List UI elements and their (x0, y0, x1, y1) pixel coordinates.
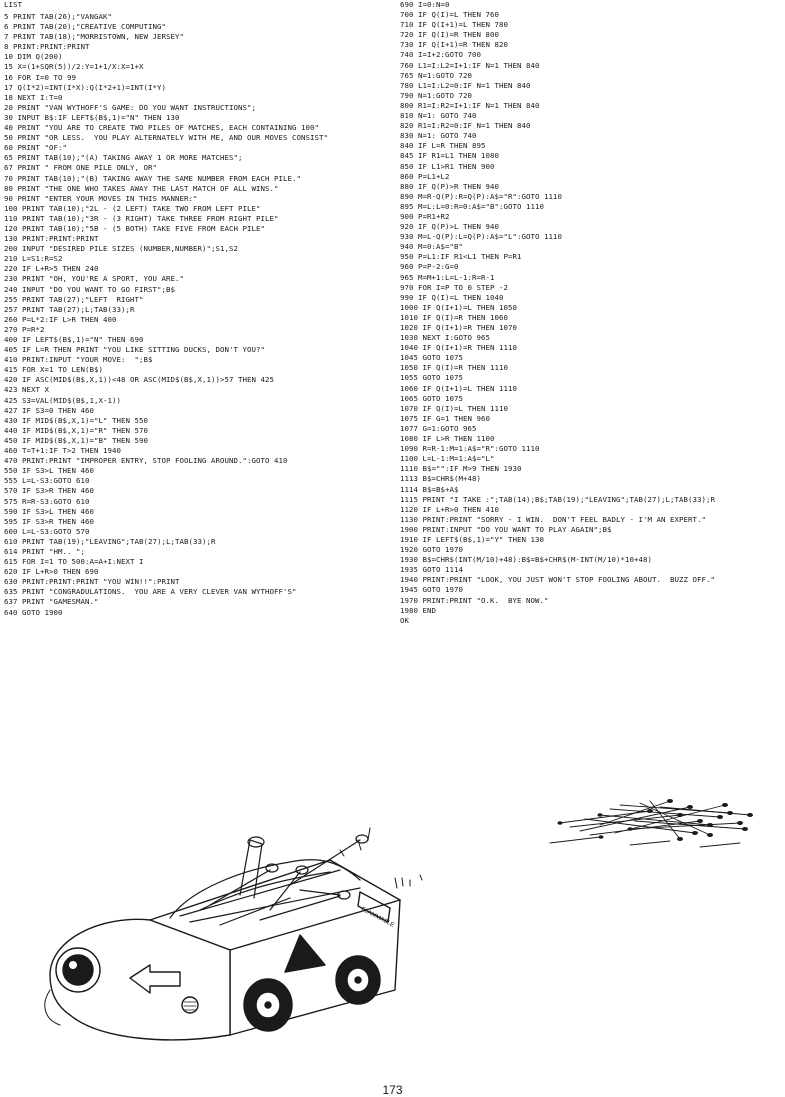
code-line: 425 S3=VAL(MID$(B$,1,X-1)) (4, 395, 121, 405)
code-line: 900 P=R1+R2 (400, 211, 450, 221)
code-line: 1940 PRINT:PRINT "LOOK, YOU JUST WON'T STOP FOOLING ABOUT. BUZZ OFF." (400, 575, 715, 585)
code-line: 760 L1=I:L2=I+1:IF N=1 THEN 840 (400, 60, 540, 70)
loose-matches (550, 835, 740, 847)
code-line: 575 R=R-S3:GOTO 610 (4, 496, 90, 506)
code-line: 790 N=1:GOTO 720 (400, 90, 472, 100)
code-line: 410 PRINT:INPUT "YOUR MOVE: ";B$ (4, 355, 153, 365)
code-line: 1935 GOTO 1114 (400, 565, 463, 575)
code-line: 230 PRINT "OH, YOU'RE A SPORT, YOU ARE." (4, 274, 184, 284)
code-line: 940 M=0:A$="B" (400, 242, 463, 252)
code-line: 270 P=R*2 (4, 324, 45, 334)
code-line: 1000 IF Q(I+1)=L THEN 1050 (400, 302, 517, 312)
code-line: 637 PRINT "GAMESMAN." (4, 597, 99, 607)
code-line: 17 Q(I*2)=INT(I*X):Q(I*2+1)=INT(I*Y) (4, 82, 166, 92)
code-line: 1100 L=L-1:M=1:A$="L" (400, 454, 495, 464)
code-line: 1070 IF Q(I)=L THEN 1110 (400, 403, 508, 413)
code-line: 1920 GOTO 1970 (400, 545, 463, 555)
code-line: 965 M=M+1:L=L-1:R=R-1 (400, 272, 495, 282)
code-line: 6 PRINT TAB(20);"CREATIVE COMPUTING" (4, 22, 166, 32)
code-line: 970 FOR I=P TO 0 STEP -2 (400, 282, 508, 292)
code-line: 850 IF L1>R1 THEN 900 (400, 161, 495, 171)
code-line: 257 PRINT TAB(27);L;TAB(33);R (4, 304, 135, 314)
code-line: 100 PRINT TAB(10);"2L - (2 LEFT) TAKE TWO FROM LEFT PILE" (4, 203, 261, 213)
code-line: 420 IF ASC(MID$(B$,X,1))<48 OR ASC(MID$(B$,X,1))>57 THEN 425 (4, 375, 274, 385)
code-line: 830 N=1: GOTO 740 (400, 131, 477, 141)
code-column-left (4, 12, 386, 618)
code-line: 765 N=1:GOTO 720 (400, 70, 472, 80)
code-line: 1077 G=1:GOTO 965 (400, 423, 477, 433)
code-line: 840 IF L=R THEN 895 (400, 141, 486, 151)
code-line: 40 PRINT "YOU ARE TO CREATE TWO PILES OF MATCHES, EACH CONTAINING 100" (4, 123, 319, 133)
code-line: 240 INPUT "DO YOU WANT TO GO FIRST";B$ (4, 284, 175, 294)
code-line: 730 IF Q(I+1)=R THEN 820 (400, 40, 508, 50)
code-line: 1010 IF Q(I)=R THEN 1060 (400, 312, 508, 322)
code-line: 450 IF MID$(B$,X,1)="B" THEN 590 (4, 435, 148, 445)
code-line: 570 IF S3>R THEN 460 (4, 486, 94, 496)
code-line: 640 GOTO 1900 (4, 607, 63, 617)
code-line: 1030 NEXT I:GOTO 965 (400, 333, 490, 343)
match-pile-illustration (540, 785, 770, 855)
code-line: 920 IF Q(P)>L THEN 940 (400, 222, 499, 232)
code-line: 820 R1=I:R2=0:IF N=1 THEN 840 (400, 121, 531, 131)
code-line: 1110 B$="":IF M>9 THEN 1930 (400, 464, 522, 474)
code-line: 600 L=L-S3:GOTO 570 (4, 526, 90, 536)
wheel-front (244, 979, 292, 1031)
code-line: 1120 IF L+R>0 THEN 410 (400, 504, 499, 514)
status-ok-prompt: OK (400, 615, 409, 625)
code-line: 1090 R=R-1:M=1:A$="R":GOTO 1110 (400, 444, 540, 454)
code-line: 1050 IF Q(I)=R THEN 1110 (400, 363, 508, 373)
code-line: 800 R1=I:R2=I+1:IF N=1 THEN 840 (400, 100, 540, 110)
code-line: 930 M=L-Q(P):L=Q(P):A$="L":GOTO 1110 (400, 232, 562, 242)
code-line: 427 IF S3=0 THEN 460 (4, 405, 94, 415)
code-line: 210 L=S1:R=S2 (4, 254, 63, 264)
code-line: 890 M=R-Q(P):R=Q(P):A$="R":GOTO 1110 (400, 191, 562, 201)
wheel-rear (336, 956, 380, 1004)
code-line: 1080 IF L>R THEN 1100 (400, 434, 495, 444)
code-line: 810 N=1: GOTO 740 (400, 111, 477, 121)
code-line: 590 IF S3>L THEN 460 (4, 506, 94, 516)
code-line: 635 PRINT "CONGRADULATIONS. YOU ARE A VERY CLEVER VAN WYTHOFF'S" (4, 587, 297, 597)
grille-icon (182, 997, 198, 1013)
code-line: 620 IF L+R>0 THEN 690 (4, 567, 99, 577)
code-line: 1900 PRINT:INPUT "DO YOU WANT TO PLAY AGAIN";B$ (400, 524, 612, 534)
code-line: 65 PRINT TAB(10);"(A) TAKING AWAY 1 OR MORE MATCHES"; (4, 153, 243, 163)
code-line: 80 PRINT "THE ONE WHO TAKES AWAY THE LAST MATCH OF ALL WINS." (4, 183, 279, 193)
code-line: 405 IF L=R THEN PRINT "YOU LIKE SITTING DUCKS, DON'T YOU?" (4, 345, 265, 355)
code-line: 1075 IF G=1 THEN 960 (400, 413, 490, 423)
code-line: 8 PRINT:PRINT:PRINT (4, 42, 90, 52)
code-line: 555 L=L-S3:GOTO 610 (4, 476, 90, 486)
code-line: 130 PRINT:PRINT:PRINT (4, 234, 99, 244)
code-line: 260 P=L*2:IF L>R THEN 400 (4, 314, 117, 324)
page-number: 173 (382, 1083, 403, 1097)
code-line: 1130 PRINT:PRINT "SORRY - I WIN. DON'T FEEL BADLY - I'M AN EXPERT." (400, 514, 706, 524)
code-line: 1930 B$=CHR$(INT(M/10)+48):B$=B$+CHR$(M-INT(M/10)*10+48) (400, 555, 652, 565)
code-line: 615 FOR I=1 TO 500:A=A+I:NEXT I (4, 557, 144, 567)
code-line: 60 PRINT "OF:" (4, 143, 67, 153)
code-line: 1020 IF Q(I+1)=R THEN 1070 (400, 323, 517, 332)
code-line: 614 PRINT "HM.. "; (4, 546, 85, 556)
code-line: 1045 GOTO 1075 (400, 353, 463, 363)
code-line: 1980 END (400, 605, 436, 615)
code-line: 1945 GOTO 1970 (400, 585, 463, 595)
code-line: 960 P=P-2:G=0 (400, 262, 459, 272)
code-line: 460 T=T+1:IF T>2 THEN 1940 (4, 446, 121, 456)
code-line: 1115 PRINT "I TAKE :";TAB(14);B$;TAB(19);"LEAVING";TAB(27);L;TAB(33);R (400, 494, 715, 504)
code-line: 990 IF Q(I)=L THEN 1040 (400, 292, 504, 302)
code-line: 1113 B$=CHR$(M+48) (400, 474, 481, 484)
code-line: 630 PRINT:PRINT:PRINT "YOU WIN!!":PRINT (4, 577, 180, 587)
code-line: 16 FOR I=0 TO 99 (4, 72, 76, 82)
code-line: 70 PRINT TAB(10);"(B) TAKING AWAY THE SAME NUMBER FROM EACH PILE." (4, 173, 301, 183)
code-line: 595 IF S3>R THEN 460 (4, 516, 94, 526)
code-line: 880 IF Q(P)>R THEN 940 (400, 181, 499, 191)
code-line: 120 PRINT TAB(10);"5B - (5 BOTH) TAKE FIVE FROM EACH PILE" (4, 223, 265, 233)
code-line: 110 PRINT TAB(10);"3R - (3 RIGHT) TAKE THREE FROM RIGHT PILE" (4, 213, 279, 223)
listing-title: LIST (4, 0, 23, 9)
code-line: 220 IF L+R>5 THEN 240 (4, 264, 99, 274)
code-line: 255 PRINT TAB(27);"LEFT RIGHT" (4, 294, 144, 304)
code-line: 50 PRINT "OR LESS. YOU PLAY ALTERNATELY WITH ME, AND OUR MOVES CONSIST" (4, 133, 328, 143)
code-line: 15 X=(1+SQR(5))/2:Y=1+1/X:X=1+X (4, 62, 144, 72)
code-line: 5 PRINT TAB(26);"VANGAK" (4, 12, 112, 21)
code-line: 550 IF S3>L THEN 460 (4, 466, 94, 476)
code-line: 700 IF Q(I)=L THEN 760 (400, 10, 499, 20)
code-line: 30 INPUT B$:IF LEFT$(B$,1)="N" THEN 130 (4, 112, 180, 122)
code-line: 1065 GOTO 1075 (400, 393, 463, 403)
code-line: 740 I=I+2:GOTO 700 (400, 50, 481, 60)
code-line: 1910 IF LEFT$(B$,1)="Y" THEN 130 (400, 534, 544, 544)
code-column-right (400, 0, 785, 626)
flammable-label: FLAMMABLE (360, 906, 395, 929)
code-line: 710 IF Q(I+1)=L THEN 780 (400, 20, 508, 30)
code-line: 610 PRINT TAB(19);"LEAVING";TAB(27);L;TAB(33);R (4, 536, 216, 546)
match-sticks (560, 801, 750, 839)
code-line: 20 PRINT "VAN WYTHOFF'S GAME: DO YOU WANT INSTRUCTIONS"; (4, 102, 256, 112)
code-line: 1060 IF Q(I+1)=L THEN 1110 (400, 383, 517, 393)
code-line: 440 IF MID$(B$,X,1)="R" THEN 570 (4, 425, 148, 435)
code-line: 1040 IF Q(I+1)=R THEN 1110 (400, 343, 517, 353)
code-line: 200 INPUT "DESIRED PILE SIZES (NUMBER,NUMBER)";S1,S2 (4, 244, 238, 254)
code-line: 470 PRINT:PRINT "IMPROPER ENTRY, STOP FOOLING AROUND.":GOTO 410 (4, 456, 288, 466)
code-line: 400 IF LEFT$(B$,1)="N" THEN 690 (4, 335, 144, 344)
code-line: 845 IF R1=L1 THEN 1080 (400, 151, 499, 161)
code-line: 895 M=L:L=0:R=0:A$="B":GOTO 1110 (400, 201, 544, 211)
code-line: 860 P=L1+L2 (400, 171, 450, 181)
code-line: 720 IF Q(I)=R THEN 800 (400, 30, 499, 40)
code-line: 1114 B$=B$+A$ (400, 484, 459, 494)
code-line: 950 P=L1:IF R1<L1 THEN P=R1 (400, 252, 522, 262)
code-line: 90 PRINT "ENTER YOUR MOVES IN THIS MANNER:" (4, 193, 198, 203)
code-line: 430 IF MID$(B$,X,1)="L" THEN 550 (4, 415, 148, 425)
code-line: 7 PRINT TAB(18);"MORRISTOWN, NEW JERSEY" (4, 32, 184, 42)
code-line: 10 DIM Q(200) (4, 52, 63, 62)
code-line: 780 L1=I:L2=0:IF N=1 THEN 840 (400, 80, 531, 90)
code-line: 423 NEXT X (4, 385, 49, 395)
match-cart-illustration (40, 800, 440, 1050)
code-line: 18 NEXT I:T=0 (4, 92, 63, 102)
code-line: 1970 PRINT:PRINT "O.K. BYE NOW." (400, 595, 549, 605)
code-line: 415 FOR X=1 TO LEN(B$) (4, 365, 103, 375)
code-line: 1055 GOTO 1075 (400, 373, 463, 383)
code-line: 67 PRINT " FROM ONE PILE ONLY, OR" (4, 163, 157, 173)
code-line: 690 I=0:N=0 (400, 0, 450, 9)
